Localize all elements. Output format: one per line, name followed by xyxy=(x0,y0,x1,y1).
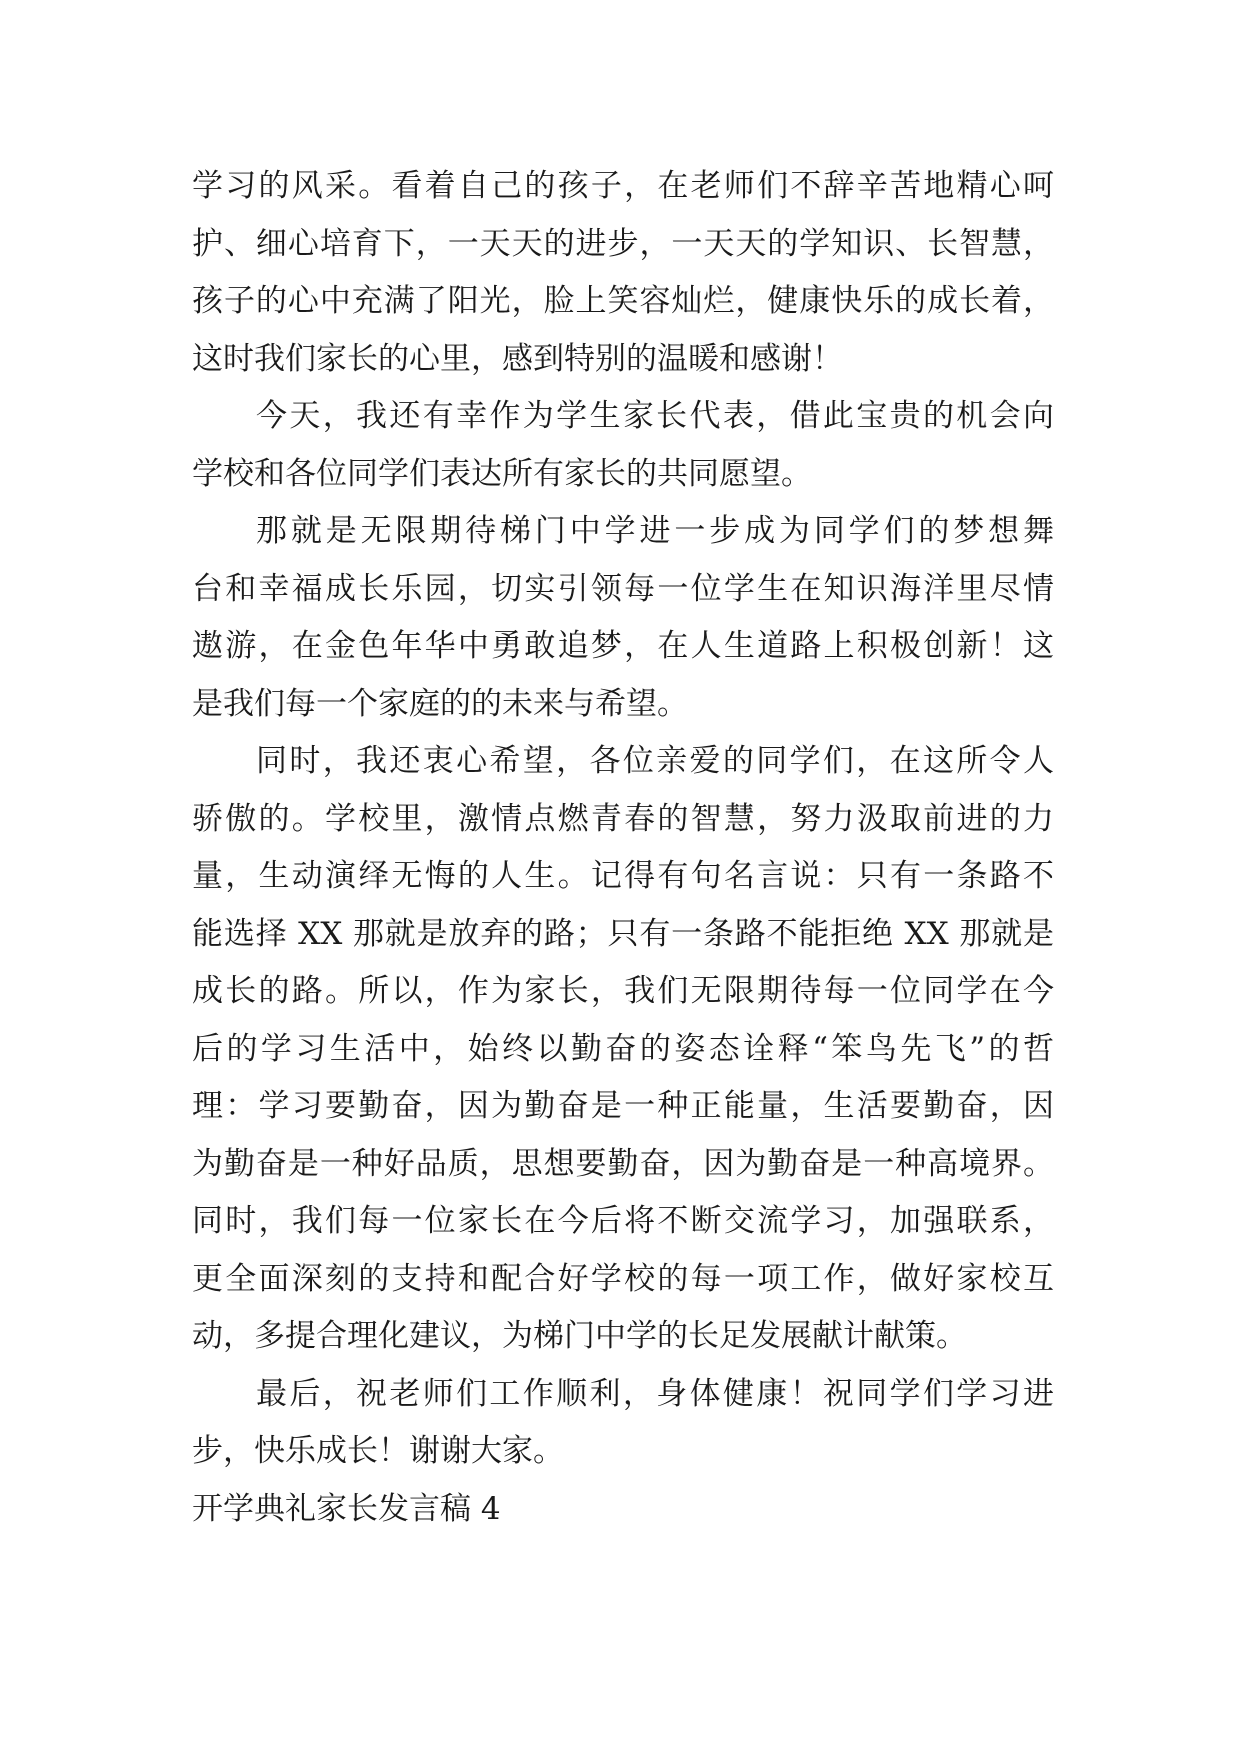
document-body xyxy=(192,158,1054,1538)
text-line: 步，快乐成长！谢谢大家。 xyxy=(192,1433,564,1469)
section-heading: 开学典礼家长发言稿 4 xyxy=(192,1490,501,1527)
text-line: 这时我们家长的心里，感到特别的温暖和感谢！ xyxy=(192,340,843,377)
text-line: 孩子的心中充满了阳光，脸上笑容灿烂，健康快乐的成长着， xyxy=(192,283,1054,319)
text-line: 同时，我还衷心希望，各位亲爱的同学们，在这所令人 xyxy=(256,743,1054,779)
text-line: 今天，我还有幸作为学生家长代表，借此宝贵的机会向 xyxy=(256,398,1054,434)
text-line: 后的学习生活中，始终以勤奋的姿态诠释“笨鸟先飞”的哲 xyxy=(192,1030,1054,1067)
text-line: 台和幸福成长乐园，切实引领每一位学生在知识海洋里尽情 xyxy=(192,570,1054,607)
text-line: 理：学习要勤奋，因为勤奋是一种正能量，生活要勤奋，因 xyxy=(192,1088,1054,1124)
text-line: 更全面深刻的支持和配合好学校的每一项工作，做好家校互 xyxy=(192,1260,1054,1297)
text-line: 最后，祝老师们工作顺利，身体健康！祝同学们学习进 xyxy=(256,1375,1054,1412)
text-line: 量，生动演绎无悔的人生。记得有句名言说：只有一条路不 xyxy=(192,858,1054,894)
text-line: 遨游，在金色年华中勇敢追梦，在人生道路上积极创新！这 xyxy=(192,628,1054,664)
text-line: 同时，我们每一位家长在今后将不断交流学习，加强联系， xyxy=(192,1203,1054,1239)
text-line: 学校和各位同学们表达所有家长的共同愿望。 xyxy=(192,455,812,492)
text-line: 是我们每一个家庭的的未来与希望。 xyxy=(192,685,688,722)
text-line: 骄傲的。学校里，激情点燃青春的智慧，努力汲取前进的力 xyxy=(192,800,1054,837)
text-line: 护、细心培育下，一天天的进步，一天天的学知识、长智慧， xyxy=(192,225,1054,262)
text-line: 那就是无限期待梯门中学进一步成为同学们的梦想舞 xyxy=(256,513,1054,549)
text-line: 学习的风采。看着自己的孩子，在老师们不辞辛苦地精心呵 xyxy=(192,168,1054,204)
text-line: 为勤奋是一种好品质，思想要勤奋，因为勤奋是一种高境界。 xyxy=(192,1145,1054,1182)
text-line: 成长的路。所以，作为家长，我们无限期待每一位同学在今 xyxy=(192,973,1054,1009)
text-line: 动，多提合理化建议，为梯门中学的长足发展献计献策。 xyxy=(192,1318,967,1354)
text-line: 能选择 XX 那就是放弃的路；只有一条路不能拒绝 XX 那就是 xyxy=(192,915,1054,952)
